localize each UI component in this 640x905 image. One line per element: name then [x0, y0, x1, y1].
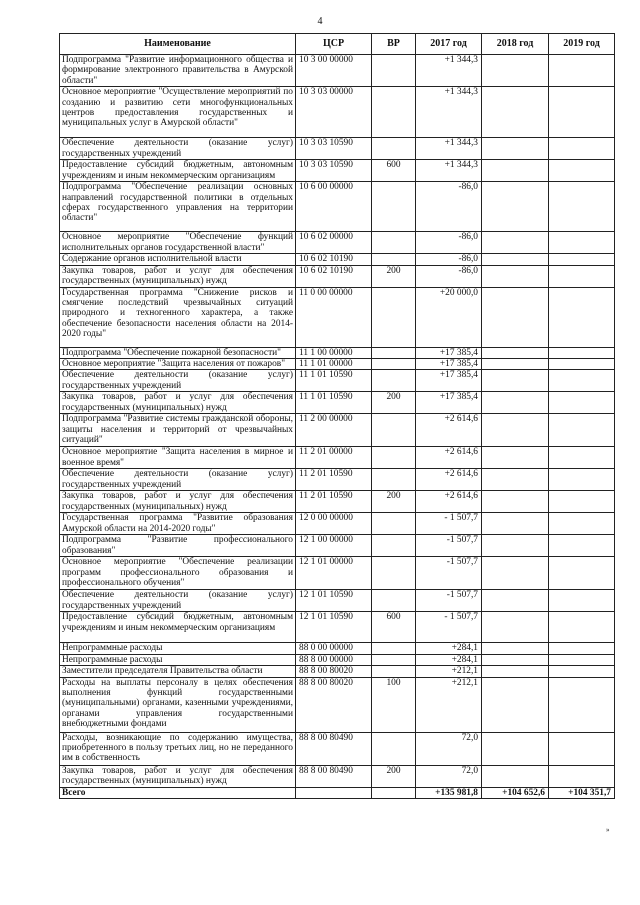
table-row	[60, 666, 615, 677]
row-2018	[482, 254, 549, 265]
row-2019	[549, 347, 615, 358]
row-2017: -86,0	[416, 232, 482, 254]
row-vr	[372, 535, 416, 557]
row-name: Основное мероприятие "Обеспечение функций исполнительных органов государственной власти"	[60, 232, 296, 254]
row-2017: 72,0	[416, 765, 482, 787]
row-2017: +284,1	[416, 654, 482, 665]
row-name: Обеспечение деятельности (оказание услуг) государственных учреждений	[60, 370, 296, 392]
row-vr	[372, 87, 416, 138]
table-row	[60, 491, 615, 513]
row-vr	[372, 232, 416, 254]
row-vr	[372, 138, 416, 160]
row-name: Основное мероприятие "Обеспечение реализации программ профессионального образования и профессионального обучения"	[60, 557, 296, 590]
row-2019	[549, 447, 615, 469]
row-vr	[372, 469, 416, 491]
table-row	[60, 414, 615, 447]
row-2019	[549, 265, 615, 287]
row-2017: +2 614,6	[416, 469, 482, 491]
row-2019	[549, 654, 615, 665]
row-2019	[549, 666, 615, 677]
row-2019	[549, 232, 615, 254]
row-csr: 10 6 02 10190	[296, 265, 372, 287]
row-2019	[549, 370, 615, 392]
row-name: Подпрограмма "Развитие системы гражданской обороны, защиты населения и территорий от чрезвычайных ситуаций"	[60, 414, 296, 447]
table-row	[60, 654, 615, 665]
row-2019	[549, 677, 615, 732]
row-2017: +20 000,0	[416, 287, 482, 347]
table-row	[60, 347, 615, 358]
row-csr: 11 2 01 10590	[296, 491, 372, 513]
row-2019	[549, 612, 615, 643]
row-name: Подпрограмма "Обеспечение реализации основных направлений государственной политики в отдельных сферах государственного управления на территории области"	[60, 182, 296, 232]
row-2019	[549, 590, 615, 612]
row-vr	[372, 666, 416, 677]
row-2018	[482, 287, 549, 347]
row-2017: -86,0	[416, 254, 482, 265]
table-row	[60, 87, 615, 138]
row-name: Государственная программа "Снижение рисков и смягчение последствий чрезвычайных ситуаций природного и техногенного характера, а также обеспечение безопасности населения области на 2014-2020 годы"	[60, 287, 296, 347]
row-csr: 10 3 03 00000	[296, 87, 372, 138]
row-2019	[549, 557, 615, 590]
table-row	[60, 392, 615, 414]
row-name: Закупка товаров, работ и услуг для обеспечения государственных (муниципальных) нужд	[60, 392, 296, 414]
row-2018	[482, 182, 549, 232]
row-2017: +212,1	[416, 666, 482, 677]
row-name: Содержание органов исполнительной власти	[60, 254, 296, 265]
row-2017: 72,0	[416, 732, 482, 765]
header-csr: ЦСР	[296, 34, 372, 55]
row-2017: +2 614,6	[416, 414, 482, 447]
table-row	[60, 160, 615, 182]
table-row	[60, 232, 615, 254]
row-2017: +212,1	[416, 677, 482, 732]
row-2018	[482, 370, 549, 392]
row-vr	[372, 359, 416, 370]
row-name: Закупка товаров, работ и услуг для обеспечения государственных (муниципальных) нужд	[60, 265, 296, 287]
page-number: 4	[317, 16, 323, 27]
row-2017: +1 344,3	[416, 138, 482, 160]
row-csr: 88 8 00 80490	[296, 765, 372, 787]
row-2017: -1 507,7	[416, 557, 482, 590]
row-vr	[372, 732, 416, 765]
row-csr: 11 1 01 10590	[296, 370, 372, 392]
corner-mark: »	[606, 826, 610, 834]
table-row	[60, 765, 615, 787]
row-2018	[482, 469, 549, 491]
row-2018	[482, 765, 549, 787]
table-row	[60, 182, 615, 232]
table-row	[60, 254, 615, 265]
row-2017: +17 385,4	[416, 392, 482, 414]
row-vr	[372, 513, 416, 535]
header-name: Наименование	[60, 34, 296, 55]
row-csr: 12 1 01 10590	[296, 590, 372, 612]
total-row	[60, 787, 615, 798]
row-2017: +1 344,3	[416, 55, 482, 87]
row-2018	[482, 513, 549, 535]
row-vr	[372, 55, 416, 87]
row-name: Заместители председателя Правительства области	[60, 666, 296, 677]
row-2019	[549, 765, 615, 787]
row-2017: -86,0	[416, 265, 482, 287]
row-vr	[372, 254, 416, 265]
row-name: Обеспечение деятельности (оказание услуг) государственных учреждений	[60, 590, 296, 612]
row-csr: 11 1 01 00000	[296, 359, 372, 370]
row-2017: +1 344,3	[416, 160, 482, 182]
row-name: Предоставление субсидий бюджетным, автономным учреждениям и иным некоммерческим организациям	[60, 160, 296, 182]
row-2019	[549, 732, 615, 765]
row-2017: +17 385,4	[416, 359, 482, 370]
row-csr: 12 0 00 00000	[296, 513, 372, 535]
table-row	[60, 447, 615, 469]
row-2017: -1 507,7	[416, 590, 482, 612]
row-vr	[372, 414, 416, 447]
row-vr: 200	[372, 265, 416, 287]
table-row	[60, 513, 615, 535]
row-2018	[482, 590, 549, 612]
row-2019	[549, 513, 615, 535]
row-name: Основное мероприятие "Защита населения от пожаров"	[60, 359, 296, 370]
row-csr: 11 2 01 00000	[296, 447, 372, 469]
row-csr: 10 3 03 10590	[296, 138, 372, 160]
row-2017: +17 385,4	[416, 370, 482, 392]
row-name: Непрограммные расходы	[60, 654, 296, 665]
row-2019	[549, 414, 615, 447]
table-row	[60, 287, 615, 347]
row-vr: 200	[372, 491, 416, 513]
total-csr	[296, 787, 372, 798]
row-2017: +2 614,6	[416, 491, 482, 513]
budget-table	[59, 33, 615, 799]
table-row	[60, 732, 615, 765]
row-2018	[482, 265, 549, 287]
table-row	[60, 469, 615, 491]
row-csr: 11 1 00 00000	[296, 347, 372, 358]
row-2017: -86,0	[416, 182, 482, 232]
row-2018	[482, 87, 549, 138]
table-row	[60, 612, 615, 643]
row-2019	[549, 469, 615, 491]
row-vr	[372, 370, 416, 392]
row-name: Закупка товаров, работ и услуг для обеспечения государственных (муниципальных) нужд	[60, 765, 296, 787]
row-2017: -1 507,7	[416, 535, 482, 557]
row-2018	[482, 666, 549, 677]
row-2018	[482, 232, 549, 254]
row-csr: 88 8 00 80020	[296, 666, 372, 677]
row-csr: 10 6 02 00000	[296, 232, 372, 254]
row-2019	[549, 359, 615, 370]
row-2017: - 1 507,7	[416, 612, 482, 643]
row-name: Обеспечение деятельности (оказание услуг) государственных учреждений	[60, 469, 296, 491]
row-csr: 12 1 01 00000	[296, 557, 372, 590]
row-vr	[372, 447, 416, 469]
row-2018	[482, 414, 549, 447]
row-csr: 11 2 00 00000	[296, 414, 372, 447]
row-name: Основное мероприятие "Защита населения в мирное и военное время"	[60, 447, 296, 469]
row-2018	[482, 347, 549, 358]
table-row	[60, 359, 615, 370]
header-2019: 2019 год	[549, 34, 615, 55]
row-2018	[482, 160, 549, 182]
row-name: Подпрограмма "Развитие профессионального образования"	[60, 535, 296, 557]
row-name: Расходы, возникающие по содержанию имущества, приобретенного в пользу третьих лиц, но не переданного им в собственность	[60, 732, 296, 765]
row-2019	[549, 160, 615, 182]
row-2018	[482, 491, 549, 513]
row-vr	[372, 654, 416, 665]
header-2017: 2017 год	[416, 34, 482, 55]
row-2018	[482, 732, 549, 765]
row-2019	[549, 491, 615, 513]
row-csr: 10 6 00 00000	[296, 182, 372, 232]
row-csr: 88 8 00 00000	[296, 654, 372, 665]
row-2019	[549, 55, 615, 87]
row-2019	[549, 535, 615, 557]
row-csr: 10 3 03 10590	[296, 160, 372, 182]
row-csr: 10 3 00 00000	[296, 55, 372, 87]
header-vr: ВР	[372, 34, 416, 55]
total-vr	[372, 787, 416, 798]
total-2018: +104 652,6	[482, 787, 549, 798]
table-row	[60, 590, 615, 612]
row-2018	[482, 612, 549, 643]
total-2017: +135 981,8	[416, 787, 482, 798]
row-vr	[372, 182, 416, 232]
row-vr	[372, 590, 416, 612]
row-name: Обеспечение деятельности (оказание услуг) государственных учреждений	[60, 138, 296, 160]
row-vr	[372, 557, 416, 590]
table-row	[60, 370, 615, 392]
row-2019	[549, 392, 615, 414]
row-2017: +17 385,4	[416, 347, 482, 358]
row-csr: 11 0 00 00000	[296, 287, 372, 347]
row-name: Основное мероприятие "Осуществление мероприятий по созданию и развитию сети многофункциональных центров предоставления государственных и муниципальных услуг в Амурской области"	[60, 87, 296, 138]
row-csr: 88 0 00 00000	[296, 643, 372, 654]
row-csr: 12 1 01 10590	[296, 612, 372, 643]
row-name: Подпрограмма "Обеспечение пожарной безопасности"	[60, 347, 296, 358]
row-2018	[482, 535, 549, 557]
row-2018	[482, 654, 549, 665]
row-vr: 100	[372, 677, 416, 732]
table-row	[60, 535, 615, 557]
row-2018	[482, 557, 549, 590]
row-2018	[482, 643, 549, 654]
row-vr	[372, 643, 416, 654]
row-2019	[549, 643, 615, 654]
row-2017: +1 344,3	[416, 87, 482, 138]
row-vr: 200	[372, 765, 416, 787]
row-name: Предоставление субсидий бюджетным, автономным учреждениям и иным некоммерческим организациям	[60, 612, 296, 643]
row-name: Непрограммные расходы	[60, 643, 296, 654]
total-label: Всего	[60, 787, 296, 798]
row-name: Подпрограмма "Развитие информационного общества и формирование электронного правительства в Амурской области"	[60, 55, 296, 87]
table-row	[60, 55, 615, 87]
row-2017: +284,1	[416, 643, 482, 654]
row-csr: 88 8 00 80490	[296, 732, 372, 765]
row-csr: 11 2 01 10590	[296, 469, 372, 491]
row-2017: +2 614,6	[416, 447, 482, 469]
row-2018	[482, 677, 549, 732]
table-row	[60, 643, 615, 654]
row-2018	[482, 359, 549, 370]
row-csr: 11 1 01 10590	[296, 392, 372, 414]
row-2019	[549, 287, 615, 347]
row-2018	[482, 392, 549, 414]
row-vr: 200	[372, 392, 416, 414]
table-row	[60, 138, 615, 160]
row-2018	[482, 138, 549, 160]
row-2019	[549, 87, 615, 138]
row-csr: 10 6 02 10190	[296, 254, 372, 265]
table-row	[60, 557, 615, 590]
row-2019	[549, 254, 615, 265]
table-header-row	[60, 34, 615, 55]
row-name: Закупка товаров, работ и услуг для обеспечения государственных (муниципальных) нужд	[60, 491, 296, 513]
header-2018: 2018 год	[482, 34, 549, 55]
row-vr	[372, 287, 416, 347]
row-2019	[549, 138, 615, 160]
row-2018	[482, 55, 549, 87]
row-vr: 600	[372, 612, 416, 643]
row-2018	[482, 447, 549, 469]
row-vr: 600	[372, 160, 416, 182]
row-name: Расходы на выплаты персоналу в целях обеспечения выполнения функций государственными (муниципальными) органами, казенными учреждениями, органами управления государственными внебюджетными фондами	[60, 677, 296, 732]
table-row	[60, 677, 615, 732]
row-csr: 88 8 00 80020	[296, 677, 372, 732]
row-name: Государственная программа "Развитие образования Амурской области на 2014-2020 годы"	[60, 513, 296, 535]
table-row	[60, 265, 615, 287]
row-vr	[372, 347, 416, 358]
row-2017: - 1 507,7	[416, 513, 482, 535]
total-2019: +104 351,7	[549, 787, 615, 798]
row-csr: 12 1 00 00000	[296, 535, 372, 557]
row-2019	[549, 182, 615, 232]
